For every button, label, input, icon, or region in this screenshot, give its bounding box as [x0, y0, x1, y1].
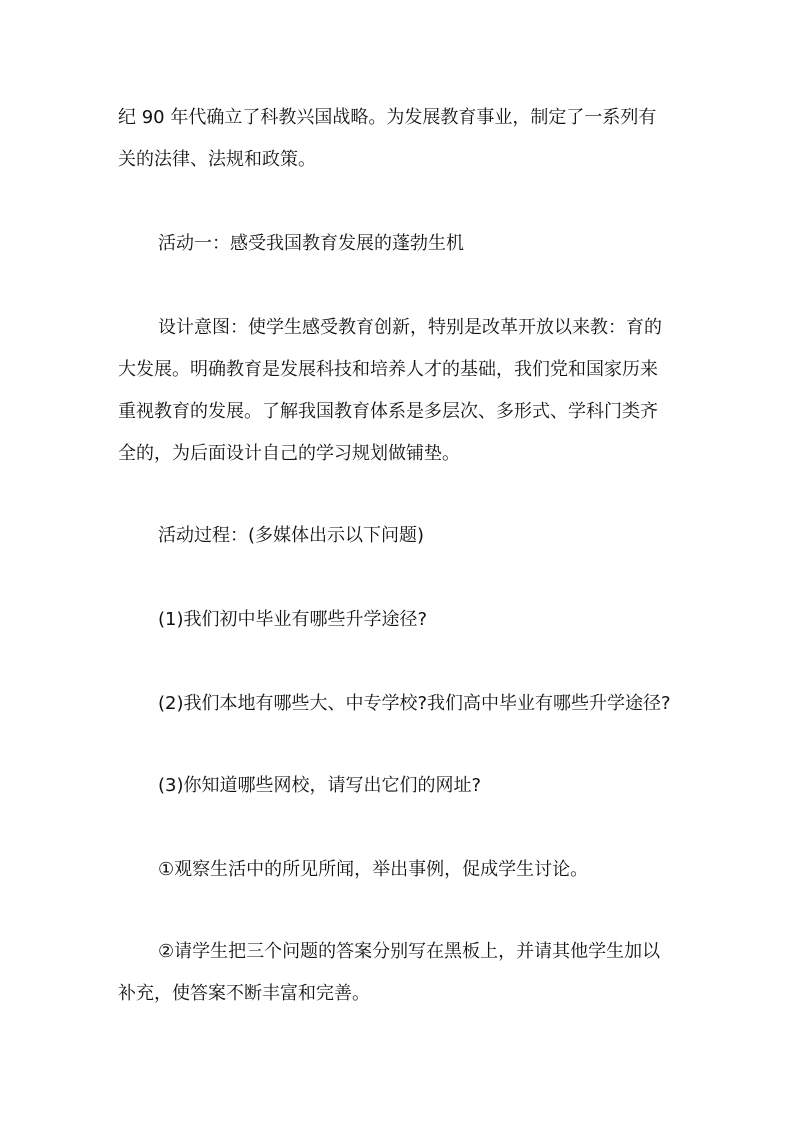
paragraph-line: 关的法律、法规和政策。 [118, 149, 316, 170]
activity-process: 活动过程：(多媒体出示以下问题) [158, 525, 425, 546]
activity-heading: 活动一：感受我国教育发展的蓬勃生机 [158, 233, 464, 254]
question-item: (3)你知道哪些网校，请写出它们的网址? [158, 775, 482, 796]
question-item: (2)我们本地有哪些大、中专学校?我们高中毕业有哪些升学途径? [158, 693, 671, 714]
paragraph-line: 补充，使答案不断丰富和完善。 [118, 983, 370, 1004]
step-item: ①观察生活中的所见所闻，举出事例，促成学生讨论。 [158, 859, 589, 880]
paragraph-line: 纪 90 年代确立了科教兴国战略。为发展教育事业，制定了一系列有 [118, 107, 657, 128]
step-item: ②请学生把三个问题的答案分别写在黑板上，并请其他学生加以 [158, 941, 661, 962]
paragraph-line: 大发展。明确教育是发展科技和培养人才的基础，我们党和国家历来 [118, 359, 658, 380]
paragraph-line: 设计意图：使学生感受教育创新，特别是改革开放以来教：育的 [158, 317, 662, 338]
paragraph-line: 重视教育的发展。了解我国教育体系是多层次、多形式、学科门类齐 [118, 401, 658, 422]
paragraph-line: 全的，为后面设计自己的学习规划做铺垫。 [118, 443, 460, 464]
question-item: (1)我们初中毕业有哪些升学途径? [158, 609, 428, 630]
